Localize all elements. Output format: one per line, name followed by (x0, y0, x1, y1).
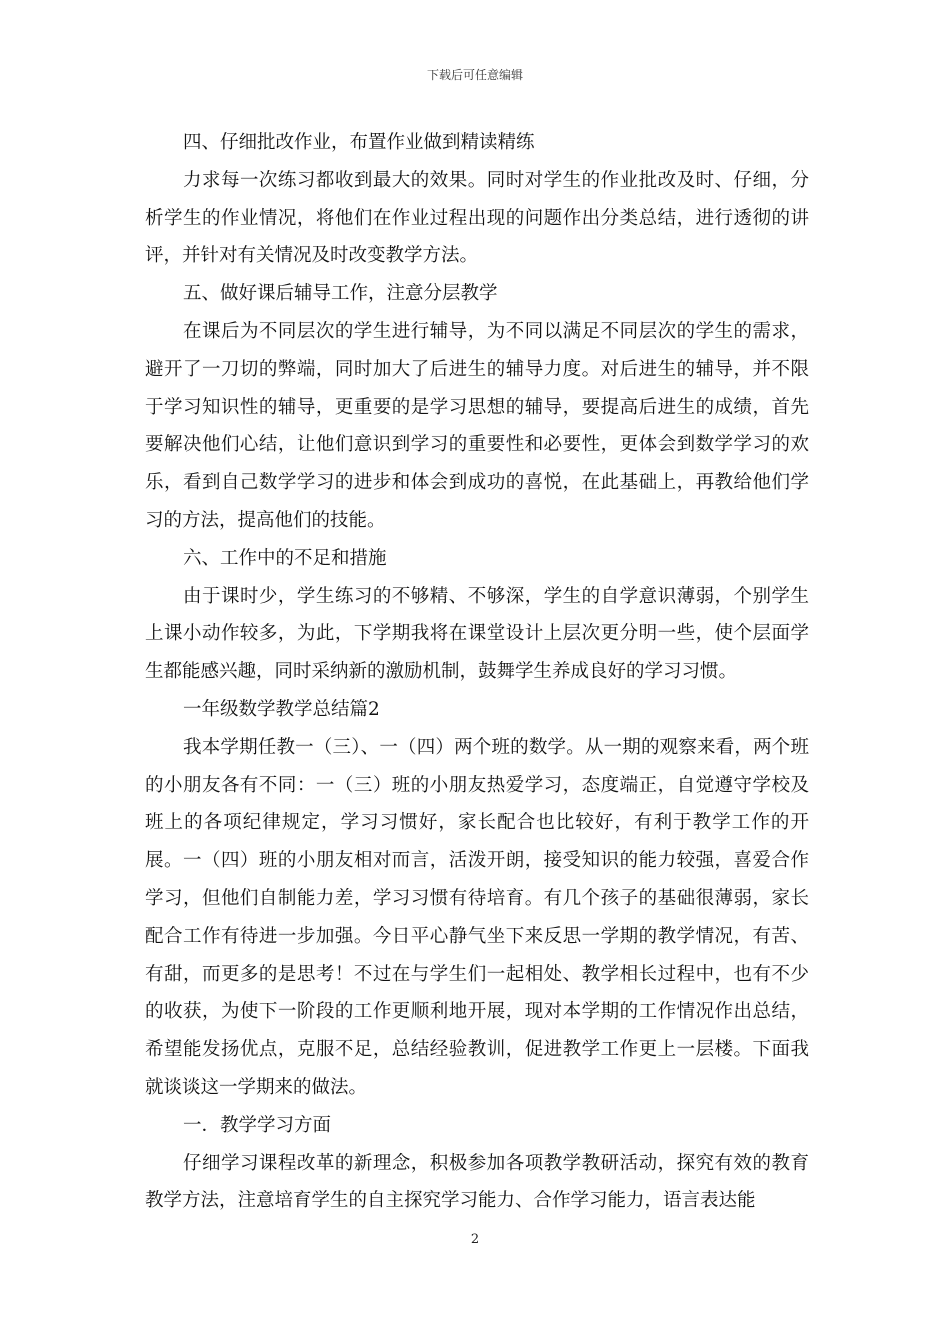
section-heading: 一．教学学习方面 (183, 1114, 332, 1136)
section-paragraph: 在课后为不同层次的学生进行辅导，为不同以满足不同层次的学生的需求，避开了一刀切的弊端，同时加大了后进生的辅导力度。对后进生的辅导，并不限于学习知识性的辅导，更重要的是学习思想的辅导，要提高后进生的成绩，首先要解决他们心结，让他们意识到学习的重要性和必要性，更体会到数学学习的欢乐，看到自己数学学习的进步和体会到成功的喜悦，在此基础上，再教给他们学习的方法，提高他们的技能。 (145, 320, 809, 531)
section-paragraph: 力求每一次练习都收到最大的效果。同时对学生的作业批改及时、仔细，分析学生的作业情况，将他们在作业过程出现的问题作出分类总结，进行透彻的讲评，并针对有关情况及时改变教学方法。 (145, 169, 809, 267)
section-heading: 六、工作中的不足和措施 (183, 547, 387, 569)
section-heading: 一年级数学教学总结篇2 (183, 698, 380, 720)
section-paragraph: 仔细学习课程改革的新理念，积极参加各项教学教研活动，探究有效的教育教学方法，注意培育学生的自主探究学习能力、合作学习能力，语言表达能 (145, 1152, 809, 1212)
section-paragraph: 由于课时少，学生练习的不够精、不够深，学生的自学意识薄弱，个别学生上课小动作较多，为此，下学期我将在课堂设计上层次更分明一些，使个层面学生都能感兴趣，同时采纳新的激励机制，鼓舞学生养成良好的学习习惯。 (145, 585, 809, 683)
page-number: 2 (470, 1232, 480, 1247)
header-note: 下载后可任意编辑 (426, 68, 523, 82)
document-body (145, 124, 809, 1220)
section-heading: 四、仔细批改作业，布置作业做到精读精练 (183, 132, 535, 153)
section-heading: 五、做好课后辅导工作，注意分层教学 (183, 283, 498, 305)
section-paragraph: 我本学期任教一（三）、一（四）两个班的数学。从一期的观察来看，两个班的小朋友各有不同：一（三）班的小朋友热爱学习，态度端正，自觉遵守学校及班上的各项纪律规定，学习习惯好，家长配合也比较好，有利于教学工作的开展。一（四）班的小朋友相对而言，活泼开朗，接受知识的能力较强，喜爱合作学习，但他们自制能力差，学习习惯有待培育。有几个孩子的基础很薄弱，家长配合工作有待进一步加强。今日平心静气坐下来反思一学期的教学情况，有苦、有甜，而更多的是思考！不过在与学生们一起相处、教学相长过程中，也有不少的收获，为使下一阶段的工作更顺利地开展，现对本学期的工作情况作出总结，希望能发扬优点，克服不足，总结经验教训，促进教学工作更上一层楼。下面我就谈谈这一学期来的做法。 (145, 736, 809, 1098)
